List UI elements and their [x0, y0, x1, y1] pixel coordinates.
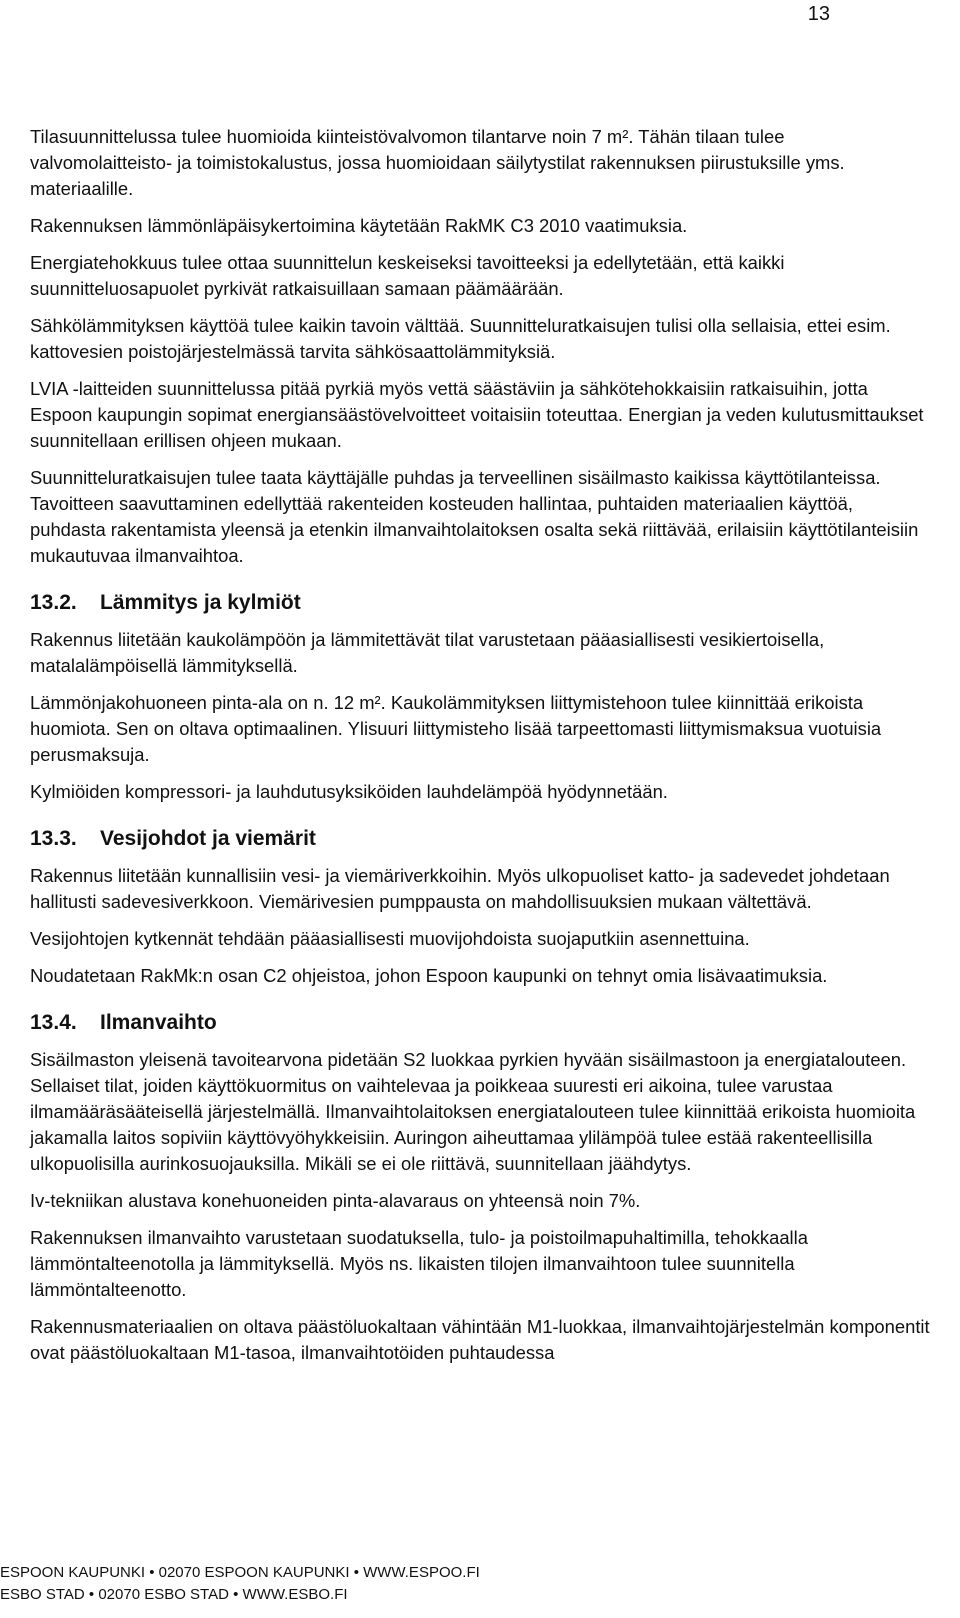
section-heading-13-2	[30, 589, 930, 617]
footer-line-finnish: ESPOON KAUPUNKI • 02070 ESPOON KAUPUNKI • WWW.ESPOO.FI	[0, 1564, 480, 1581]
paragraph: Vesijohtojen kytkennät tehdään pääasiallisesti muovijohdoista suojaputkiin asennettuina.	[30, 928, 750, 949]
paragraph: Rakennusmateriaalien on oltava päästöluokaltaan vähintään M1-luokkaa, ilmanvaihtojärjestelmän komponentit ovat päästöluokaltaan M1-tasoa, ilmanvaihtotöiden puhtaudessa	[30, 1316, 930, 1363]
page-footer	[0, 1562, 480, 1606]
paragraph: LVIA -laitteiden suunnittelussa pitää pyrkiä myös vettä säästäviin ja sähkötehokkaisiin ratkaisuihin, jotta Espoon kaupungin sopimat energiansäästövelvoitteet voitaisiin toteuttaa. Energian ja veden kulutusmittaukset suunnitellaan erillisen ohjeen mukaan.	[30, 378, 924, 451]
paragraph: Lämmönjakohuoneen pinta-ala on n. 12 m². Kaukolämmityksen liittymistehoon tulee kiinnittää erikoista huomiota. Sen on oltava optimaalinen. Ylisuuri liittymisteho lisää tarpeettomasti liittymismaksua vuotuisia perusmaksuja.	[30, 692, 882, 765]
paragraph: Energiatehokkuus tulee ottaa suunnittelun keskeiseksi tavoitteeksi ja edellytetään, että kaikki suunnitteluosapuolet pyrkivät ratkaisuillaan samaan päämäärään.	[30, 252, 785, 299]
section-number: 13.4.	[30, 1011, 77, 1034]
paragraph: Rakennuksen lämmönläpäisykertoimina käytetään RakMK C3 2010 vaatimuksia.	[30, 215, 688, 236]
paragraph: Rakennus liitetään kunnallisiin vesi- ja viemäriverkkoihin. Myös ulkopuoliset katto- ja sadevedet johdetaan hallitusti sadevesiverkkoon. Viemärivesien pumppausta on mahdollisuuksien mukaan vältettävä.	[30, 865, 890, 912]
paragraph: Sähkölämmityksen käyttöä tulee kaikin tavoin välttää. Suunnitteluratkaisujen tulisi olla sellaisia, ettei esim. kattovesien poistojärjestelmässä tarvita sähkösaattolämmityksiä.	[30, 315, 891, 362]
section-heading-13-3	[30, 825, 930, 853]
paragraph: Sisäilmaston yleisenä tavoitearvona pidetään S2 luokkaa pyrkien hyvään sisäilmastoon ja energiatalouteen. Sellaiset tilat, joiden käyttökuormitus on vaihtelevaa ja poikkeaa suuresti eri aikoina, tulee varustaa ilmamääräsääteisellä järjestelmällä. Ilmanvaihtolaitoksen energiatalouteen tulee kiinnittää erikoista huomioita jakamalla laitos sopiviin käyttövyöhykkeisiin. Auringon aiheuttamaa ylilämpöä tulee estää rakenteellisilla ulkopuolisilla aurinkosuojauksilla. Mikäli se ei ole riittävä, suunnitellaan jäähdytys.	[30, 1049, 916, 1174]
paragraph: Iv-tekniikan alustava konehuoneiden pinta-alavaraus on yhteensä noin 7%.	[30, 1190, 641, 1211]
paragraph: Rakennus liitetään kaukolämpöön ja lämmitettävät tilat varustetaan pääasiallisesti vesikiertoisella, matalalämpöisellä lämmityksellä.	[30, 629, 825, 676]
page-number: 13	[807, 3, 830, 25]
paragraph: Kylmiöiden kompressori- ja lauhdutusyksiköiden lauhdelämpöä hyödynnetään.	[30, 781, 668, 802]
paragraph: Suunnitteluratkaisujen tulee taata käyttäjälle puhdas ja terveellinen sisäilmasto kaikissa käyttötilanteissa. Tavoitteen saavuttaminen edellyttää rakenteiden kosteuden hallintaa, puhtaiden materiaalien käyttöä, puhdasta rakentamista yleensä ja etenkin ilmanvaihtolaitoksen osalta sekä riittävää, erilaisiin käyttötilanteisiin mukautuvaa ilmanvaihtoa.	[30, 467, 919, 566]
paragraph: Noudatetaan RakMk:n osan C2 ohjeistoa, johon Espoon kaupunki on tehnyt omia lisävaatimuksia.	[30, 965, 828, 986]
footer-line-swedish: ESBO STAD • 02070 ESBO STAD • WWW.ESBO.FI	[0, 1586, 348, 1603]
section-title: Lämmitys ja kylmiöt	[100, 591, 301, 614]
section-number: 13.2.	[30, 591, 77, 614]
section-number: 13.3.	[30, 827, 77, 850]
paragraph: Tilasuunnittelussa tulee huomioida kiinteistövalvomon tilantarve noin 7 m². Tähän tilaan tulee valvomolaitteisto- ja toimistokalustus, jossa huomioidaan säilytystilat rakennuksen piirustuksille yms. materiaalille.	[30, 126, 845, 199]
section-title: Vesijohdot ja viemärit	[100, 827, 316, 850]
section-heading-13-4	[30, 1009, 930, 1037]
paragraph: Rakennuksen ilmanvaihto varustetaan suodatuksella, tulo- ja poistoilmapuhaltimilla, tehokkaalla lämmöntalteenotolla ja lämmityksellä. Myös ns. likaisten tilojen ilmanvaihtoon tulee suunnitella lämmöntalteenotto.	[30, 1227, 808, 1300]
document-body	[30, 124, 930, 1366]
section-title: Ilmanvaihto	[100, 1011, 217, 1034]
